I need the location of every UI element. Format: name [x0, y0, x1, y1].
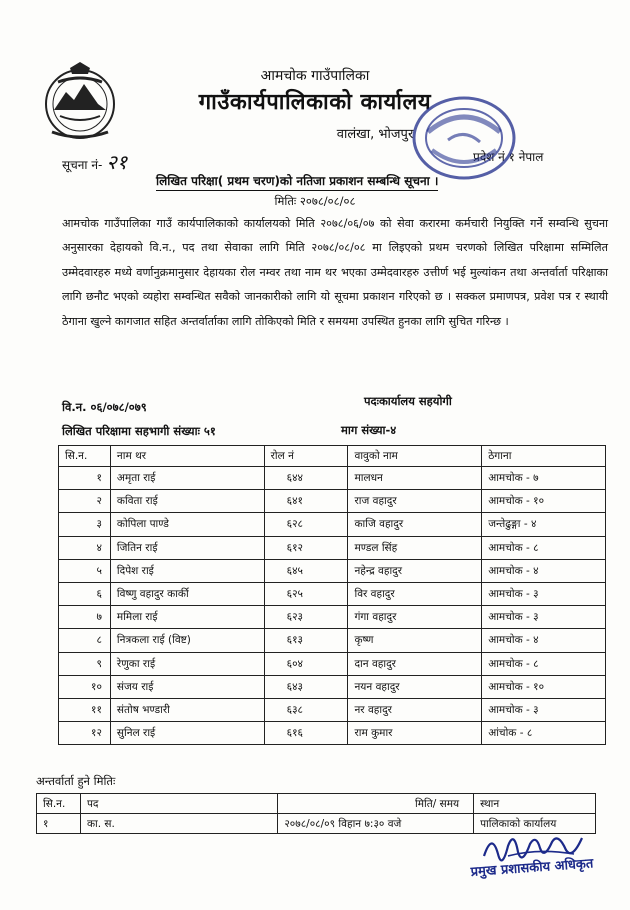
serial-cell: ६ — [59, 582, 111, 605]
notice-number: २१ — [106, 150, 128, 174]
address-cell: जन्तेढुङ्गा - ४ — [482, 513, 606, 536]
roll-cell: ६४५ — [264, 559, 348, 582]
father-name-cell: काजि वहादुर — [348, 513, 482, 536]
serial-cell: २ — [59, 490, 111, 513]
table-row — [59, 513, 606, 536]
address-cell: आंचोक - ८ — [482, 722, 606, 745]
table-row — [59, 536, 606, 559]
father-name-cell: मण्डल सिंह — [348, 536, 482, 559]
table-row — [59, 675, 606, 698]
address-cell: आमचोक - ३ — [482, 606, 606, 629]
table-row — [59, 490, 606, 513]
interview-table-header — [37, 794, 596, 814]
office-stamp-icon — [408, 92, 520, 184]
name-cell: जितिन राई — [110, 536, 264, 559]
father-name-cell: नयन वहादुर — [348, 675, 482, 698]
roll-cell: ६०४ — [264, 652, 348, 675]
table-row — [59, 467, 606, 490]
father-name-cell: कृष्ण — [348, 629, 482, 652]
column-header: सि.न. — [59, 446, 111, 467]
address-cell: आमचोक - ८ — [482, 652, 606, 675]
table-row — [59, 722, 606, 745]
address-cell: आमचोक - ७ — [482, 467, 606, 490]
post-label: पदःकार्यालय सहयोगी — [364, 394, 452, 408]
table-row — [59, 652, 606, 675]
table-row — [59, 698, 606, 721]
notice-number-line — [62, 148, 127, 175]
serial-cell: ७ — [59, 606, 111, 629]
father-name-cell: गंगा वहादुर — [348, 606, 482, 629]
name-cell: नित्रकला राई (विष्ट) — [110, 629, 264, 652]
table-row — [59, 582, 606, 605]
table-row — [59, 606, 606, 629]
demand-count: माग संख्या-४ — [341, 423, 397, 437]
serial-cell: १२ — [59, 722, 111, 745]
reference-number: वि.न. ०६/०७८/०७९ — [62, 400, 147, 414]
column-header: नाम थर — [110, 446, 264, 467]
name-cell: दिपेश राई — [110, 559, 264, 582]
serial-cell: १ — [59, 467, 111, 490]
table-row — [59, 559, 606, 582]
roll-cell: ६२८ — [264, 513, 348, 536]
serial-cell: ११ — [59, 698, 111, 721]
name-cell: रेणुका राई — [110, 652, 264, 675]
name-cell: संजय राई — [110, 675, 264, 698]
address-cell: आमचोक - ४ — [482, 629, 606, 652]
serial-cell: १० — [59, 675, 111, 698]
roll-cell: ६१६ — [264, 722, 348, 745]
father-name-cell: नर वहादुर — [348, 698, 482, 721]
address-cell: आमचोक - ३ — [482, 698, 606, 721]
serial-cell: ३ — [59, 513, 111, 536]
address-cell: आमचोक - १० — [482, 490, 606, 513]
office-title: गाउँकार्यपालिकाको कार्यालय — [198, 90, 432, 115]
name-cell: कविता राई — [110, 490, 264, 513]
name-cell: संतोष भण्डारी — [110, 698, 264, 721]
father-name-cell: मालधन — [348, 467, 482, 490]
notice-number-label: सूचना नं- — [62, 158, 103, 172]
column-header: वावुको नाम — [348, 446, 482, 467]
participants-count: लिखित परिक्षामा सहभागी संख्याः ५१ — [62, 424, 216, 438]
province-label: प्रदेश नं १ नेपाल — [473, 150, 544, 164]
name-cell: कोपिला पाण्डे — [110, 513, 264, 536]
roll-cell: ६१३ — [264, 629, 348, 652]
roll-cell: ६४३ — [264, 675, 348, 698]
signer-title: प्रमुख प्रशासकीय अधिकृत — [470, 856, 594, 880]
office-name: आमचोक गाउँपालिका — [260, 68, 370, 84]
roll-cell: ६२३ — [264, 606, 348, 629]
address-cell: आमचोक - ४ — [482, 559, 606, 582]
column-header: स्थान — [474, 794, 596, 814]
serial-cell: ९ — [59, 652, 111, 675]
father-name-cell: राज वहादुर — [348, 490, 482, 513]
father-name-cell: राम कुमार — [348, 722, 482, 745]
datetime-cell: २०७८/०८/०९ विहान ७:३० वजे — [278, 814, 474, 834]
office-address: वालंखा, भोजपुर — [336, 127, 414, 142]
serial-cell: ५ — [59, 559, 111, 582]
column-header: पद — [80, 794, 277, 814]
column-header: रोल नं — [264, 446, 348, 467]
roll-cell: ६३८ — [264, 698, 348, 721]
roll-cell: ६४१ — [264, 490, 348, 513]
roll-cell: ६१२ — [264, 536, 348, 559]
serial-cell: ४ — [59, 536, 111, 559]
interview-label: अन्तर्वार्ता हुने मितिः — [36, 774, 116, 788]
father-name-cell: दान वहादुर — [348, 652, 482, 675]
column-header: सि.न. — [37, 794, 81, 814]
address-cell: आमचोक - ८ — [482, 536, 606, 559]
name-cell: अमृता राई — [110, 467, 264, 490]
name-cell: विष्णु वहादुर कार्की — [110, 582, 264, 605]
roll-cell: ६४४ — [264, 467, 348, 490]
name-cell: सुनिल राई — [110, 722, 264, 745]
roll-cell: ६२५ — [264, 582, 348, 605]
results-table — [58, 445, 606, 745]
serial-cell: ८ — [59, 629, 111, 652]
notice-title: लिखित परिक्षा( प्रथम चरण)को नतिजा प्रकाशन सम्बन्धि सूचना । — [156, 172, 438, 191]
notice-body: आमचोक गाउँपालिका गाउँ कार्यपालिकाको कार्यालयको मिति २०७८/०६/०७ को सेवा करारमा कर्मचारी नियुक्ति गर्ने सम्वन्धि सुचना अनुसारका देहायको वि.न., पद तथा सेवाका लागि मिति २०७८/०८/०८ मा लिइएको प्रथम चरणको लिखित परिक्षामा सम्मिलित उम्मेदवारहरु मध्ये वर्णानुक्रमानुसार देहायका रोल नम्वर तथा नाम थर भएका उम्मेदवारहरु उत्तीर्ण भई मुल्यांकन तथा अन्तर्वार्ता परिक्षाका लागि छनौट भएको व्यहोरा सम्वन्धित सवैको जानकारीको लागि यो सूचमा प्रकाशन गरिएको छ । सक्कल प्रमाणपत्र, प्रवेश पत्र र स्थायी ठेगाना खुल्ने कागजात सहित अन्तर्वार्ताका लागि तोकिएको मिति र समयमा उपस्थित हुनका लागि सुचित गरिन्छ । — [62, 217, 608, 328]
results-table-header — [59, 446, 606, 467]
address-cell: आमचोक - १० — [482, 675, 606, 698]
post-cell: का. स. — [80, 814, 277, 834]
place-cell: पालिकाको कार्यालय — [474, 814, 596, 834]
serial-cell: १ — [37, 814, 81, 834]
father-name-cell: विर वहादुर — [348, 582, 482, 605]
address-cell: आमचोक - ३ — [482, 582, 606, 605]
father-name-cell: नहेन्द्र वहादुर — [348, 559, 482, 582]
table-row — [59, 629, 606, 652]
column-header: मिति/ समय — [278, 794, 474, 814]
name-cell: ममिला राई — [110, 606, 264, 629]
notice-date: मितिः २०७८/०८/०८ — [274, 194, 356, 208]
column-header: ठेगाना — [482, 446, 606, 467]
